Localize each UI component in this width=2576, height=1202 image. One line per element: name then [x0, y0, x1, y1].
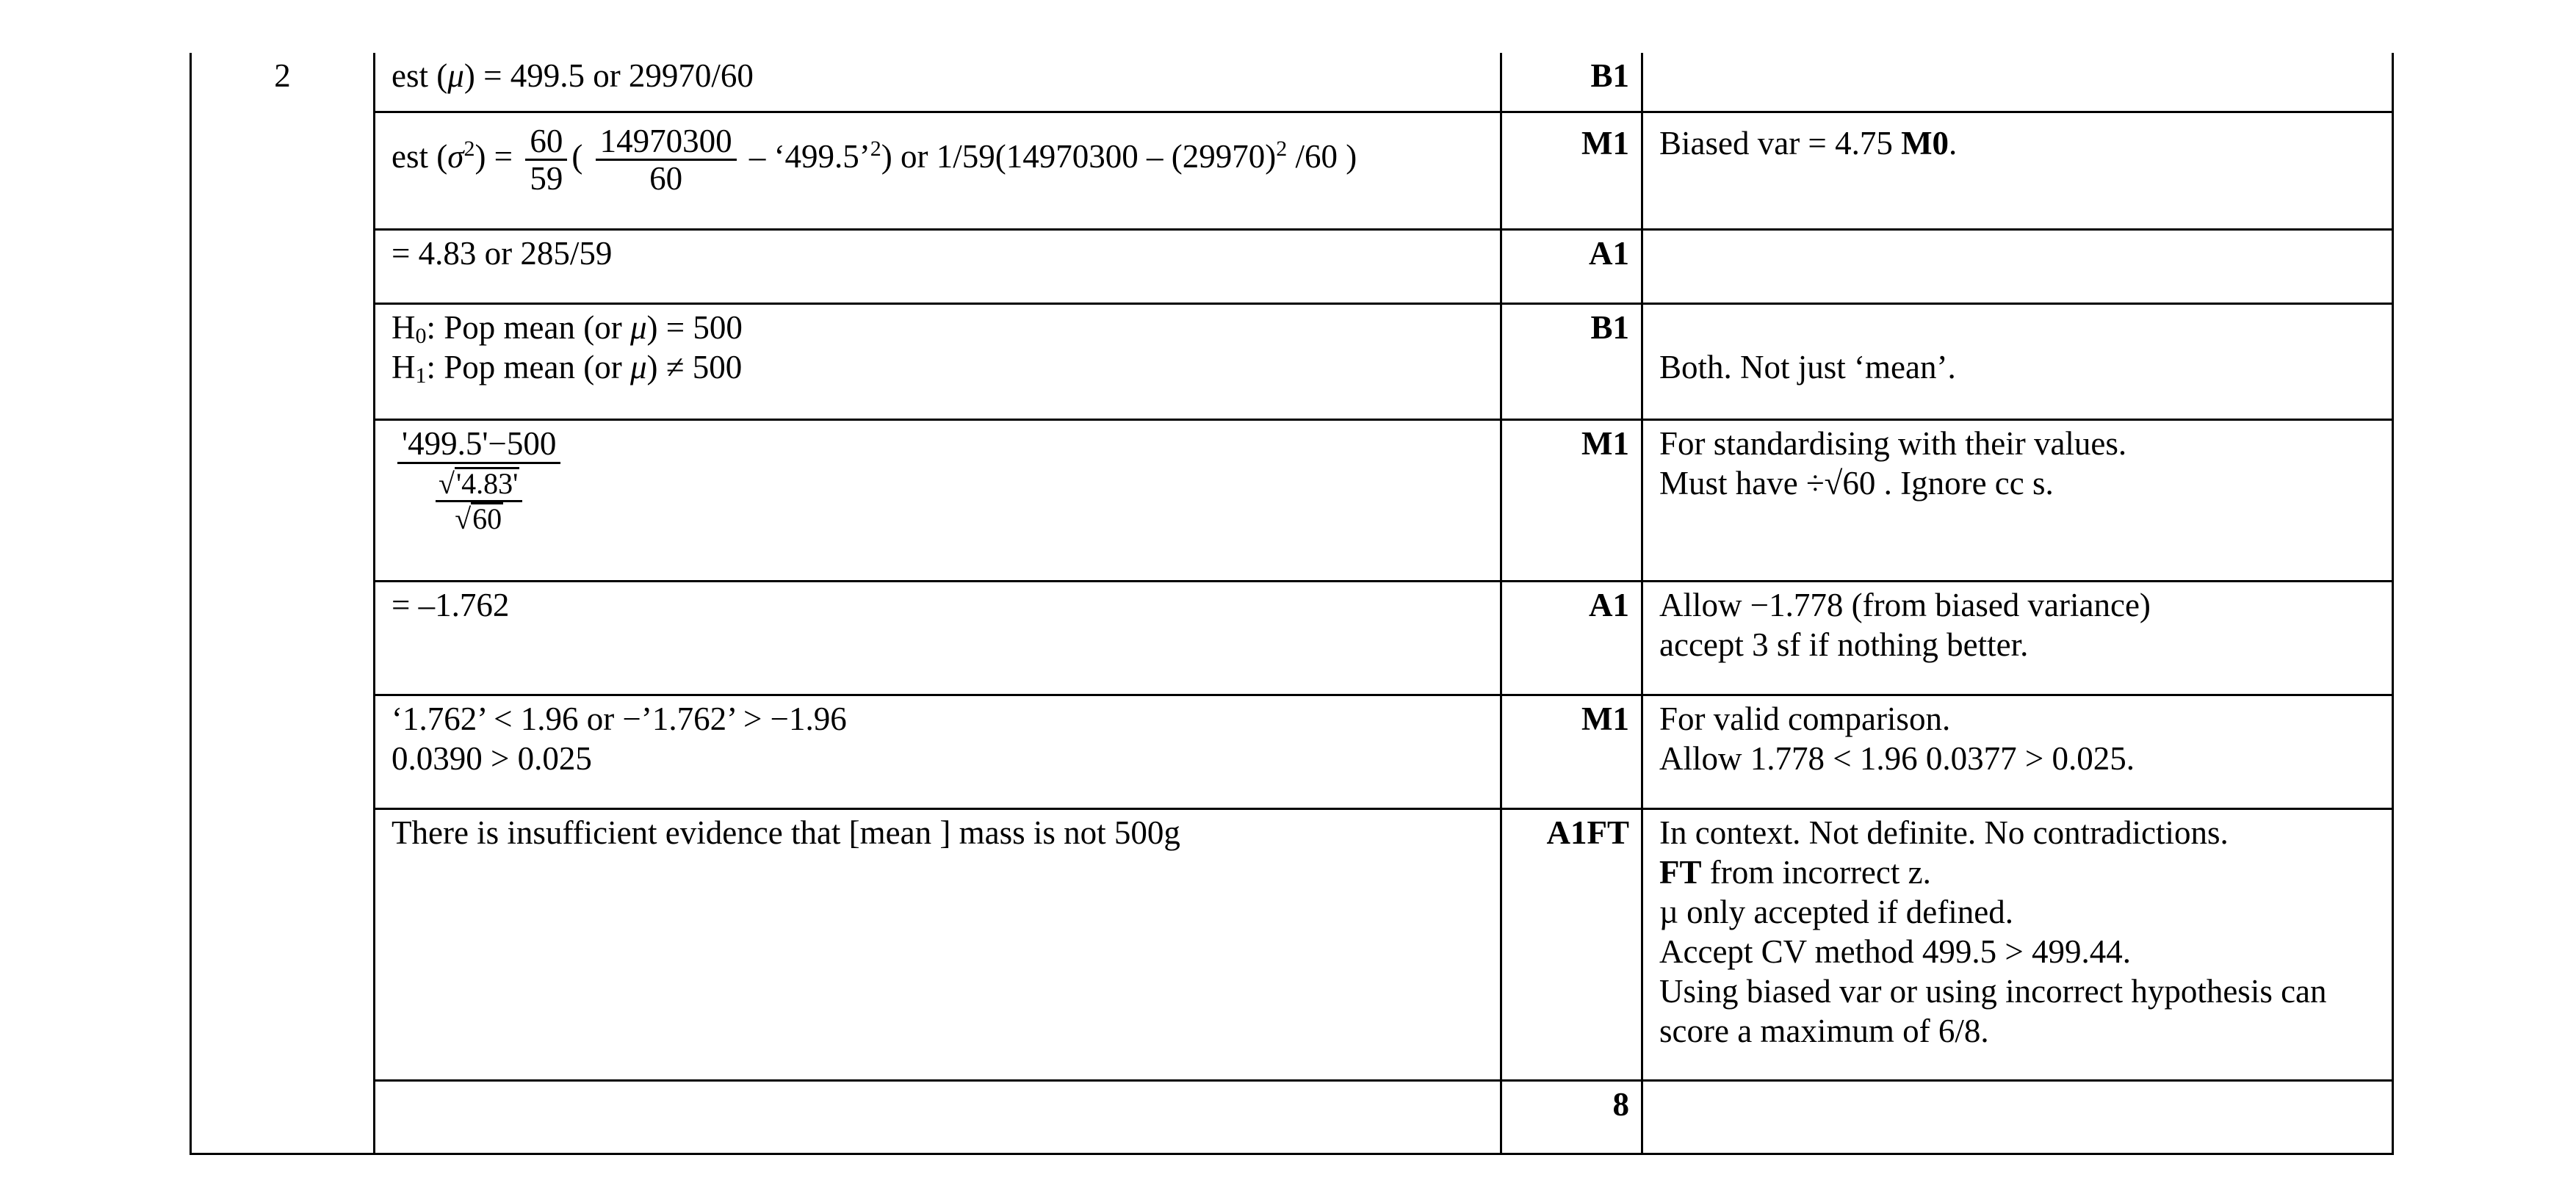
guidance-line: µ only accepted if defined.: [1659, 893, 2013, 930]
answer-line: 0.0390 > 0.025: [392, 739, 592, 777]
mark-cell: M1: [1501, 419, 1642, 581]
guidance-cell: [1642, 419, 2393, 581]
bold-text: FT: [1659, 853, 1702, 891]
answer-cell: [375, 808, 1501, 1080]
mu-symbol: μ: [447, 57, 464, 94]
guidance-cell: [1642, 112, 2393, 229]
sigma-exponent: 2: [463, 136, 475, 161]
guidance-line: Must have ÷√60 . Ignore cc s.: [1659, 464, 2054, 502]
answer-line: ‘1.762’ < 1.96 or −’1.762’ > −1.96: [392, 700, 847, 737]
table-row: [191, 419, 2393, 581]
answer-cell: [375, 581, 1501, 695]
answer-cell: [375, 419, 1501, 581]
guidance-line: Biased var = 4.75 M0.: [1659, 124, 1958, 162]
sqrt-variance: [436, 467, 522, 502]
guidance-line: FT from incorrect z.: [1659, 853, 1931, 891]
answer-cell: [375, 112, 1501, 229]
mark-cell: 8: [1501, 1080, 1642, 1154]
guidance-cell: [1642, 53, 2393, 112]
mark-cell: B1: [1501, 53, 1642, 112]
mark-scheme-table: [190, 53, 2394, 1155]
fraction-numerator: 60: [525, 123, 567, 161]
guidance-line: Both. Not just ‘mean’.: [1659, 348, 1956, 385]
guidance-cell: [1642, 808, 2393, 1080]
answer-line: est (μ) = 499.5 or 29970/60: [392, 57, 754, 94]
guidance-line: [1659, 308, 2381, 347]
table-row: [191, 53, 2393, 112]
mark-cell: M1: [1501, 112, 1642, 229]
table-row: [191, 1080, 2393, 1154]
radical-symbol: √: [438, 466, 455, 500]
bold-text: M0: [1901, 124, 1949, 162]
table-row: [191, 112, 2393, 229]
guidance-line: Allow 1.778 < 1.96 0.0377 > 0.025.: [1659, 739, 2135, 777]
radicand: 60: [472, 502, 502, 535]
guidance-line: Accept CV method 499.5 > 499.44.: [1659, 933, 2131, 970]
mark-cell: M1: [1501, 695, 1642, 808]
answer-line: There is insufficient evidence that [mean ] mass is not 500g: [392, 814, 1180, 851]
table-row: [191, 229, 2393, 303]
table-row: [191, 303, 2393, 419]
guidance-cell: [1642, 303, 2393, 419]
answer-cell: [375, 695, 1501, 808]
sqrt-sign: [455, 502, 503, 535]
h1-subscript: 1: [415, 363, 427, 388]
radical-symbol: √: [455, 502, 472, 535]
guidance-cell: [1642, 581, 2393, 695]
sigma-symbol: σ: [447, 137, 464, 175]
guidance-line: Allow −1.778 (from biased variance): [1659, 586, 2151, 623]
answer-cell: [375, 303, 1501, 419]
mark-cell: A1: [1501, 229, 1642, 303]
mu-symbol: μ: [629, 308, 647, 346]
guidance-line: For valid comparison.: [1659, 700, 1951, 737]
standardising-numerator: '499.5'−500: [397, 425, 560, 464]
fraction-60-59: [525, 123, 567, 196]
fraction-denominator: 60: [649, 159, 683, 197]
table-row: [191, 581, 2393, 695]
mark-cell: A1FT: [1501, 808, 1642, 1080]
sqrt-sign: [439, 467, 519, 500]
mark-cell: A1: [1501, 581, 1642, 695]
h1-line: $H_1$: Pop mean (or μ) ≠ 500: [392, 348, 743, 388]
guidance-line: Using biased var or using incorrect hypothesis can score a maximum of 6/8.: [1659, 972, 2327, 1049]
mu-symbol: μ: [629, 348, 647, 385]
guidance-line: For standardising with their values.: [1659, 424, 2127, 462]
exponent: 2: [1276, 136, 1288, 161]
table-row: [191, 808, 2393, 1080]
question-number: 2: [191, 53, 375, 1154]
guidance-cell: [1642, 695, 2393, 808]
table-row: [191, 695, 2393, 808]
answer-line: = 4.83 or 285/59: [392, 234, 613, 272]
guidance-cell: [1642, 1080, 2393, 1154]
guidance-cell: [1642, 229, 2393, 303]
answer-cell: [375, 53, 1501, 112]
guidance-line: accept 3 sf if nothing better.: [1659, 626, 2029, 663]
fraction-numerator: 14970300: [596, 123, 737, 161]
variance-expression: est $(\sigma^2)$ = $\frac{60}{59}$ ( $\frac{14970300}{60}$ – ‘499.5’$^2$) or $1/59(14970300 - (29970)^2$ /60 ): [392, 122, 1357, 197]
radicand: '4.83': [455, 466, 519, 500]
standardising-expression: [397, 424, 560, 537]
answer-cell: [375, 1080, 1501, 1154]
answer-cell: [375, 229, 1501, 303]
fraction-denominator: 59: [530, 159, 563, 197]
answer-line: = –1.762: [392, 586, 510, 623]
h0-subscript: 0: [415, 323, 427, 348]
h0-line: $H_0$: Pop mean (or μ) = 500: [392, 308, 743, 348]
sqrt-n: [436, 502, 522, 535]
guidance-line: In context. Not definite. No contradictions.: [1659, 814, 2229, 851]
exponent: 2: [870, 136, 881, 161]
fraction-sum-x-squared: [596, 123, 737, 196]
standardising-denominator: [397, 464, 560, 537]
standard-error: [436, 467, 522, 535]
mark-cell: B1: [1501, 303, 1642, 419]
